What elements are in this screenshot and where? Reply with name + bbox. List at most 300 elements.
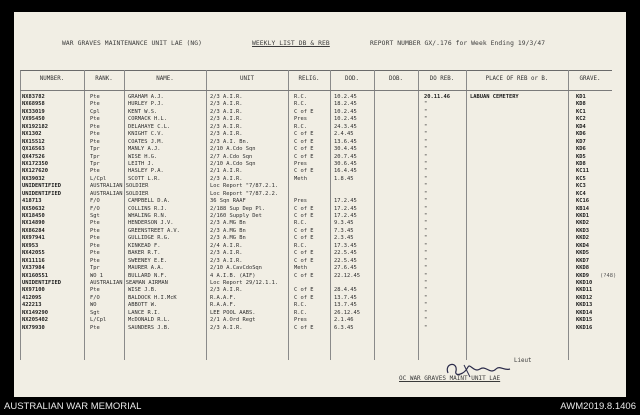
cell-name: CORMACK H.L. (128, 116, 167, 123)
cell-grave: KD6 (576, 146, 586, 153)
cell-reb: " (424, 101, 428, 108)
cell-num: NX953 (22, 242, 39, 249)
cell-rel: R.C. (294, 220, 307, 227)
cell-unit: 2/10 A.Cdo Sqn (210, 160, 256, 167)
cell-grave: KD8 (576, 101, 586, 108)
cell-num: UNIDENTIFIED (22, 190, 61, 197)
cell-dod: 28.4.45 (334, 287, 357, 294)
cell-rank: Pte (90, 287, 100, 294)
cell-reb: " (424, 138, 428, 145)
cell-unit: 2/3 A.I.R. (210, 131, 243, 138)
table-row (20, 161, 612, 168)
cell-grave: KKD1 (576, 213, 589, 219)
cell-num: NX79930 (22, 324, 45, 331)
cell-unit: 2/10 A.CavCdoSqn (210, 265, 262, 272)
cell-name: COATES J.M. (128, 138, 164, 145)
table-row (20, 213, 612, 220)
cell-dod: 9.3.45 (334, 220, 354, 227)
cell-name: McDONALD R.L. (128, 317, 171, 324)
cell-grave: KKD4 (576, 242, 589, 249)
cell-num: VX95450 (22, 116, 45, 123)
cell-grave: KKD2 (576, 220, 589, 227)
cell-grave: KC5 (576, 175, 586, 182)
cell-dod: 6.3.45 (334, 324, 354, 331)
cell-rank: Pte (90, 131, 100, 138)
cell-grave: KKD8 (576, 265, 589, 272)
cell-num: QX47526 (22, 153, 45, 160)
cell-num: NX97100 (22, 287, 45, 294)
cell-rank: WO (90, 302, 97, 309)
table-row (20, 183, 612, 190)
table-row (20, 94, 612, 101)
table-row (20, 272, 617, 280)
cell-rel: C of E (294, 227, 314, 234)
cell-rel: C of E (294, 138, 314, 145)
cell-num: VX37984 (22, 265, 45, 272)
cell-dod: 1.8.45 (334, 175, 354, 182)
cell-reb: " (424, 302, 428, 309)
cell-dod: 22.5.45 (334, 250, 357, 257)
cell-unit: 2/4 A.I.R. (210, 242, 243, 249)
table-row (20, 139, 612, 146)
cell-grave: KD4 (576, 123, 586, 130)
col-header-do-reb: DO REB. (429, 76, 455, 82)
cell-unit: LEE POOL AABS. (210, 309, 256, 316)
cell-rank: Tpr (90, 146, 100, 153)
cell-rank: Sgt (90, 213, 100, 219)
cell-grave: KKD2 (576, 235, 589, 242)
cell-name: BULLARD N.F. (128, 272, 167, 279)
cell-unit: 2/3 A.I.R. (210, 123, 243, 130)
cell-reb: 20.11.46 (424, 94, 450, 100)
table-row (20, 198, 612, 205)
cell-rel: C of E (294, 153, 314, 160)
cell-grave: KC1 (576, 108, 586, 115)
col-header-unit: UNIT (240, 76, 254, 82)
cell-dod: 26.12.45 (334, 309, 360, 316)
accession-number: AWM2019.8.1406 (560, 401, 636, 412)
signature-office: OC WAR GRAVES MAINT UNIT LAE (399, 375, 501, 382)
cell-unit: 2/1 A.I.R. (210, 168, 243, 175)
cell-num: NX33019 (22, 108, 45, 115)
cell-dod: 17.2.45 (334, 198, 357, 205)
cell-grave: KC4 (576, 190, 586, 197)
cell-rel: R.C. (294, 309, 307, 316)
cell-grave: KB14 (576, 205, 589, 212)
cell-rank: Cpl (90, 108, 100, 115)
col-header-name: NAME. (156, 76, 174, 82)
cell-rel: C of E (294, 205, 314, 212)
cell-dod: 2.1.46 (334, 317, 354, 324)
cell-reb: " (424, 123, 428, 130)
cell-rank: F/O (90, 205, 100, 212)
cell-num: NX86284 (22, 227, 45, 234)
cell-num: NX15512 (22, 138, 45, 145)
cell-rank: AUSTRALIAN SEAMAN AIRMAN (90, 279, 168, 286)
archival-document (14, 12, 626, 397)
cell-num: UNIDENTIFIED (22, 183, 61, 190)
cell-dod: 22.5.45 (334, 257, 357, 264)
col-header-relig: RELIG. (298, 76, 320, 82)
cell-name: KNIGHT C.V. (128, 131, 164, 138)
cell-rel: C of E (294, 287, 314, 294)
cell-rel: C of E (294, 235, 314, 242)
cell-pla: LABUAN CEMETERY (470, 94, 519, 100)
cell-name: GRAHAM A.J. (128, 94, 164, 100)
table-row (20, 325, 612, 332)
cell-grave: KC3 (576, 183, 586, 190)
cell-unit: Loc Report 29/12.1.1. (210, 279, 279, 286)
cell-rank: AUSTRALIAN SOLDIER (90, 183, 149, 190)
cell-unit: 4 A.I.B. (AIF) (210, 272, 256, 279)
cell-reb: " (424, 213, 428, 219)
cell-rank: Pte (90, 220, 100, 227)
cell-num: NX172350 (22, 160, 48, 167)
cell-num: NX192182 (22, 123, 48, 130)
table-row (20, 220, 612, 227)
cell-num: NX68958 (22, 101, 45, 108)
table-row (20, 131, 612, 138)
cell-num: NX160551 (22, 272, 48, 279)
cell-dod: 7.3.45 (334, 227, 354, 234)
cell-rel: Pres (294, 198, 307, 205)
cell-name: COLLINS R.J. (128, 205, 167, 212)
table-row (20, 154, 612, 161)
cell-name: HENDERSON J.V. (128, 220, 174, 227)
cell-unit: 2/3 A.I.R. (210, 108, 243, 115)
cell-rel: R.C. (294, 242, 307, 249)
cell-rel: Meth (294, 175, 307, 182)
cell-rank: Pte (90, 138, 100, 145)
cell-name: HASLEY P.A. (128, 168, 164, 175)
cell-num: QX16563 (22, 146, 45, 153)
cell-rel: C of E (294, 324, 314, 331)
cell-reb: " (424, 294, 428, 301)
cell-reb: " (424, 220, 428, 227)
cell-reb: " (424, 153, 428, 160)
cell-num: NX11116 (22, 257, 45, 264)
table-row (20, 295, 612, 302)
table-row (20, 176, 612, 183)
cell-name: BAKER R.T. (128, 250, 161, 257)
cell-unit: 2/3 A.I. Bn. (210, 138, 249, 145)
cell-rank: L/Cpl (90, 175, 107, 182)
cell-unit: 2/3 A.I.R. (210, 257, 243, 264)
cell-num: NX39032 (22, 175, 45, 182)
cell-dod: 27.6.45 (334, 265, 357, 272)
cell-num: NX14890 (22, 220, 45, 227)
cell-num: NX97941 (22, 235, 45, 242)
cell-num: UNIDENTIFIED (22, 279, 61, 286)
cell-reb: " (424, 242, 428, 249)
cell-unit: R.A.A.F. (210, 294, 236, 301)
cell-dod: 30.4.45 (334, 146, 357, 153)
cell-dod: 24.3.45 (334, 123, 357, 130)
cell-name: LEITH J. (128, 160, 154, 167)
cell-unit: 2/3 A.I.R. (210, 287, 243, 294)
report-number: REPORT NUMBER GX/.176 for Week Ending 19/3/47 (370, 40, 546, 47)
cell-dod: 17.2.45 (334, 205, 357, 212)
cell-grave: KKD13 (576, 302, 593, 309)
institution-caption: AUSTRALIAN WAR MEMORIAL (4, 401, 142, 412)
cell-rel: Meth (294, 265, 307, 272)
table-row (20, 168, 612, 175)
table-row (20, 235, 612, 242)
cell-name: DELAHAYE C.L. (128, 123, 171, 130)
cell-unit: 2/3 A.I.R. (210, 116, 243, 123)
cell-rel: C of E (294, 294, 314, 301)
cell-unit: 2/3 A.MG Bn (210, 220, 246, 227)
cell-unit: 2/3 A.I.R. (210, 94, 243, 100)
cell-rel: C of E (294, 250, 314, 257)
cell-reb: " (424, 227, 428, 234)
unit-title: WAR GRAVES MAINTENANCE UNIT LAE (NG) (62, 40, 203, 47)
cell-name: KINKEAD F. (128, 242, 161, 249)
cell-name: SAUNDERS J.B. (128, 324, 171, 331)
cell-num: NX1302 (22, 131, 42, 138)
cell-rel: Pres (294, 160, 307, 167)
table-row (20, 265, 612, 272)
cell-num: 418713 (22, 198, 42, 205)
cell-num: 412095 (22, 294, 42, 301)
cell-reb: " (424, 190, 428, 197)
cell-dod: 20.7.45 (334, 153, 357, 160)
cell-grave: KD5 (576, 153, 586, 160)
cell-rank: WO 1 (90, 272, 103, 279)
cell-grave: KKD10 (576, 279, 593, 286)
cell-reb: " (424, 250, 428, 257)
col-header-place: PLACE OF REB or B. (485, 76, 549, 82)
cell-dod: 10.2.45 (334, 116, 357, 123)
cell-num: NX42055 (22, 250, 45, 257)
cell-num: NX50632 (22, 205, 45, 212)
cell-name: ABBOTT W. (128, 302, 158, 309)
cell-num: NX205402 (22, 317, 48, 324)
cell-reb: " (424, 272, 428, 279)
cell-num: NX18450 (22, 213, 45, 219)
cell-unit: 2/160 Supply Det (210, 213, 262, 219)
table-row (20, 317, 612, 324)
cell-rank: Pte (90, 250, 100, 257)
cell-dod: 10.2.45 (334, 94, 357, 100)
cell-unit: 2/7 A.Cdo Sqn (210, 153, 253, 160)
table-body (20, 94, 617, 332)
cell-grave: KC11 (576, 168, 589, 175)
cell-unit: 2/188 Sup Dep Pl. (210, 205, 266, 212)
cell-rank: Tpr (90, 160, 100, 167)
cell-reb: " (424, 198, 428, 205)
header-divider (20, 90, 612, 91)
cell-rank: Pte (90, 227, 100, 234)
cell-rel: C of E (294, 146, 314, 153)
cell-rank: Pte (90, 242, 100, 249)
cell-name: WHALING R.N. (128, 213, 167, 219)
cell-name: CAMPBELL D.A. (128, 198, 171, 205)
cell-reb: " (424, 160, 428, 167)
cell-unit: 2/3 A.I.R. (210, 324, 243, 331)
cell-rank: Pte (90, 101, 100, 108)
cell-reb: " (424, 257, 428, 264)
cell-note: (?48) (600, 272, 617, 279)
cell-rel: C of E (294, 131, 314, 138)
cell-reb: " (424, 317, 428, 324)
cell-grave: KD7 (576, 138, 586, 145)
cell-num: NX83782 (22, 94, 45, 100)
cell-grave: KKD14 (576, 309, 593, 316)
cell-rank: Pte (90, 123, 100, 130)
cell-dod: 2.4.45 (334, 131, 354, 138)
cell-name: WISE H.G. (128, 153, 158, 160)
cell-rel: C of E (294, 108, 314, 115)
cell-dod: 13.6.45 (334, 138, 357, 145)
cell-reb: " (424, 146, 428, 153)
cell-dod: 13.7.45 (334, 302, 357, 309)
table-row (20, 280, 612, 287)
cell-unit: 2/3 A.I.R. (210, 101, 243, 108)
cell-reb: " (424, 168, 428, 175)
cell-name: MAURER A.A. (128, 265, 164, 272)
cell-rank: Pte (90, 116, 100, 123)
cell-grave: KD1 (576, 94, 586, 100)
cell-name: HURLEY P.J. (128, 101, 164, 108)
cell-rank: Pte (90, 235, 100, 242)
cell-name: BALDOCK H.I.McK (128, 294, 177, 301)
cell-unit: 2/3 A.I.R. (210, 175, 243, 182)
cell-rel: R.C. (294, 101, 307, 108)
cell-rel: C of E (294, 272, 314, 279)
cell-dod: 17.3.45 (334, 242, 357, 249)
cell-reb: " (424, 183, 428, 190)
cell-rel: C of E (294, 168, 314, 175)
archive-caption-bar (0, 399, 640, 415)
cell-name: KENT W.S. (128, 108, 158, 115)
cell-grave: KKD3 (576, 227, 589, 234)
table-row (20, 146, 612, 153)
cell-rank: F/O (90, 198, 100, 205)
cell-grave: KKD5 (576, 250, 589, 257)
cell-name: GREENSTREET A.V. (128, 227, 180, 234)
col-header-dod: DOD. (345, 76, 359, 82)
cell-dod: 17.2.45 (334, 213, 357, 219)
table-row (20, 124, 612, 131)
cell-grave: KKD7 (576, 257, 589, 264)
burial-table (20, 70, 617, 360)
cell-grave: KKD9 (576, 272, 589, 279)
table-row (20, 116, 612, 123)
cell-dod: 13.7.45 (334, 294, 357, 301)
cell-dod: 22.12.45 (334, 272, 360, 279)
cell-grave: KKD11 (576, 287, 593, 294)
cell-name: GULLIDGE R.G. (128, 235, 171, 242)
table-row (20, 101, 612, 108)
cell-reb: " (424, 279, 428, 286)
cell-rank: AUSTRALIAN SOLDIER (90, 190, 149, 197)
cell-grave: KC2 (576, 116, 586, 123)
cell-reb: " (424, 235, 428, 242)
col-header-number: NUMBER. (39, 76, 65, 82)
cell-unit: Loc Report "7/87.2.1. (210, 183, 279, 190)
cell-rel: R.C. (294, 302, 307, 309)
cell-name: LANCE R.I. (128, 309, 161, 316)
cell-reb: " (424, 324, 428, 331)
cell-rank: Pte (90, 168, 100, 175)
cell-unit: 2/10 A.Cdo Sqn (210, 146, 256, 153)
cell-rel: R.C. (294, 123, 307, 130)
cell-rel: C of E (294, 213, 314, 219)
cell-reb: " (424, 205, 428, 212)
cell-dod: 30.6.45 (334, 160, 357, 167)
cell-name: WISE J.B. (128, 287, 158, 294)
table-row (20, 310, 612, 317)
col-header-dob: DOB. (389, 76, 403, 82)
cell-rank: Tpr (90, 153, 100, 160)
cell-rank: Pte (90, 94, 100, 100)
cell-num: NX149290 (22, 309, 48, 316)
cell-rank: Tpr (90, 265, 100, 272)
cell-unit: 2/3 A.MG Bn (210, 227, 246, 234)
cell-rank: Sgt (90, 309, 100, 316)
col-header-rank: RANK. (95, 76, 113, 82)
cell-reb: " (424, 309, 428, 316)
table-row (20, 302, 612, 309)
cell-rank: F/O (90, 294, 100, 301)
cell-unit: 2/3 A.I.R. (210, 250, 243, 257)
table-row (20, 206, 612, 213)
cell-dod: 10.2.45 (334, 108, 357, 115)
cell-unit: 36 Sqn RAAF (210, 198, 246, 205)
cell-rel: R.C. (294, 94, 307, 100)
cell-rel: C of E (294, 257, 314, 264)
signature-title: Lieut (514, 358, 532, 364)
cell-unit: 2/3 A.MG Bn (210, 235, 246, 242)
table-row (20, 191, 612, 198)
cell-unit: R.A.A.F. (210, 302, 236, 309)
cell-reb: " (424, 108, 428, 115)
cell-unit: Loc Report "7/87.2.2. (210, 190, 279, 197)
cell-dod: 2.3.45 (334, 235, 354, 242)
cell-unit: 2/1 A.Ord Regt (210, 317, 256, 324)
cell-reb: " (424, 175, 428, 182)
cell-num: NX127620 (22, 168, 48, 175)
table-row (20, 287, 612, 294)
cell-reb: " (424, 287, 428, 294)
list-title: WEEKLY LIST DB & REB (252, 40, 330, 47)
cell-rank: Pte (90, 324, 100, 331)
cell-rel: Pres (294, 317, 307, 324)
cell-rel: Pres (294, 116, 307, 123)
cell-grave: KKD15 (576, 317, 593, 324)
cell-grave: KD6 (576, 131, 586, 138)
table-row (20, 250, 612, 257)
cell-dod: 16.4.45 (334, 168, 357, 175)
col-header-grave: GRAVE. (579, 76, 601, 82)
cell-grave: KD8 (576, 160, 586, 167)
cell-name: SCOTT L.R. (128, 175, 161, 182)
cell-reb: " (424, 116, 428, 123)
table-row (20, 243, 612, 250)
table-row (20, 109, 612, 116)
cell-num: 422213 (22, 302, 42, 309)
cell-rank: L/Cpl (90, 317, 107, 324)
cell-grave: KKD16 (576, 324, 593, 331)
cell-reb: " (424, 265, 428, 272)
cell-reb: " (424, 131, 428, 138)
cell-grave: KKD12 (576, 294, 593, 301)
cell-dod: 18.2.45 (334, 101, 357, 108)
cell-rank: Pte (90, 257, 100, 264)
cell-grave: KC16 (576, 198, 589, 205)
cell-name: SWEENEY E.E. (128, 257, 167, 264)
